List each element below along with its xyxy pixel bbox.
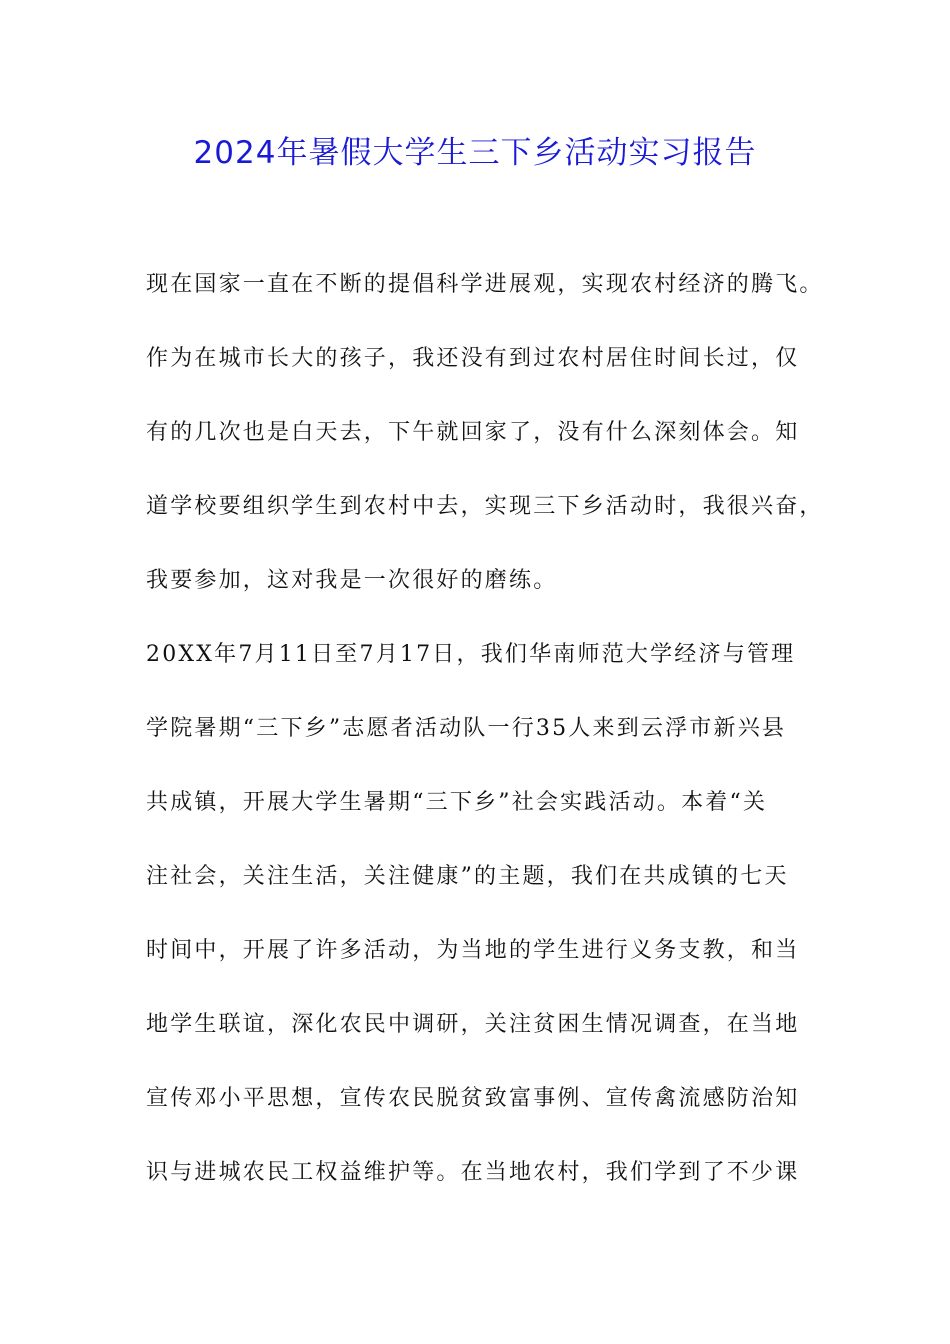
text-line: 学院暑期“三下乡”志愿者活动队一行35人来到云浮市新兴县 (146, 716, 787, 741)
text-line: 注社会，关注生活，关注健康”的主题，我们在共成镇的七天 (146, 864, 789, 889)
text-line: 地学生联谊，深化农民中调研，关注贫困生情况调查，在当地 (146, 1012, 800, 1037)
document-title: 2024年暑假大学生三下乡活动实习报告 (193, 135, 757, 171)
text-line: 时间中，开展了许多活动，为当地的学生进行义务支教，和当 (146, 938, 800, 963)
text-line: 有的几次也是白天去，下午就回家了，没有什么深刻体会。知 (146, 420, 800, 445)
text-line: 20XX年7月11日至7月17日，我们华南师范大学经济与管理 (146, 642, 796, 667)
text-line: 我要参加，这对我是一次很好的磨练。 (146, 568, 558, 593)
text-line: 识与进城农民工权益维护等。在当地农村，我们学到了不少课 (146, 1160, 800, 1185)
paragraph-1 (146, 248, 824, 618)
document-body (146, 248, 824, 1210)
text-line: 作为在城市长大的孩子，我还没有到过农村居住时间长过，仅 (146, 346, 800, 371)
text-line: 共成镇，开展大学生暑期“三下乡”社会实践活动。本着“关 (146, 790, 768, 815)
paragraph-2 (146, 618, 814, 1210)
text-line: 道学校要组织学生到农村中去，实现三下乡活动时，我很兴奋， (146, 494, 824, 519)
text-line: 现在国家一直在不断的提倡科学进展观，实现农村经济的腾飞。 (146, 272, 824, 297)
text-line: 宣传邓小平思想，宣传农民脱贫致富事例、宣传禽流感防治知 (146, 1086, 800, 1111)
